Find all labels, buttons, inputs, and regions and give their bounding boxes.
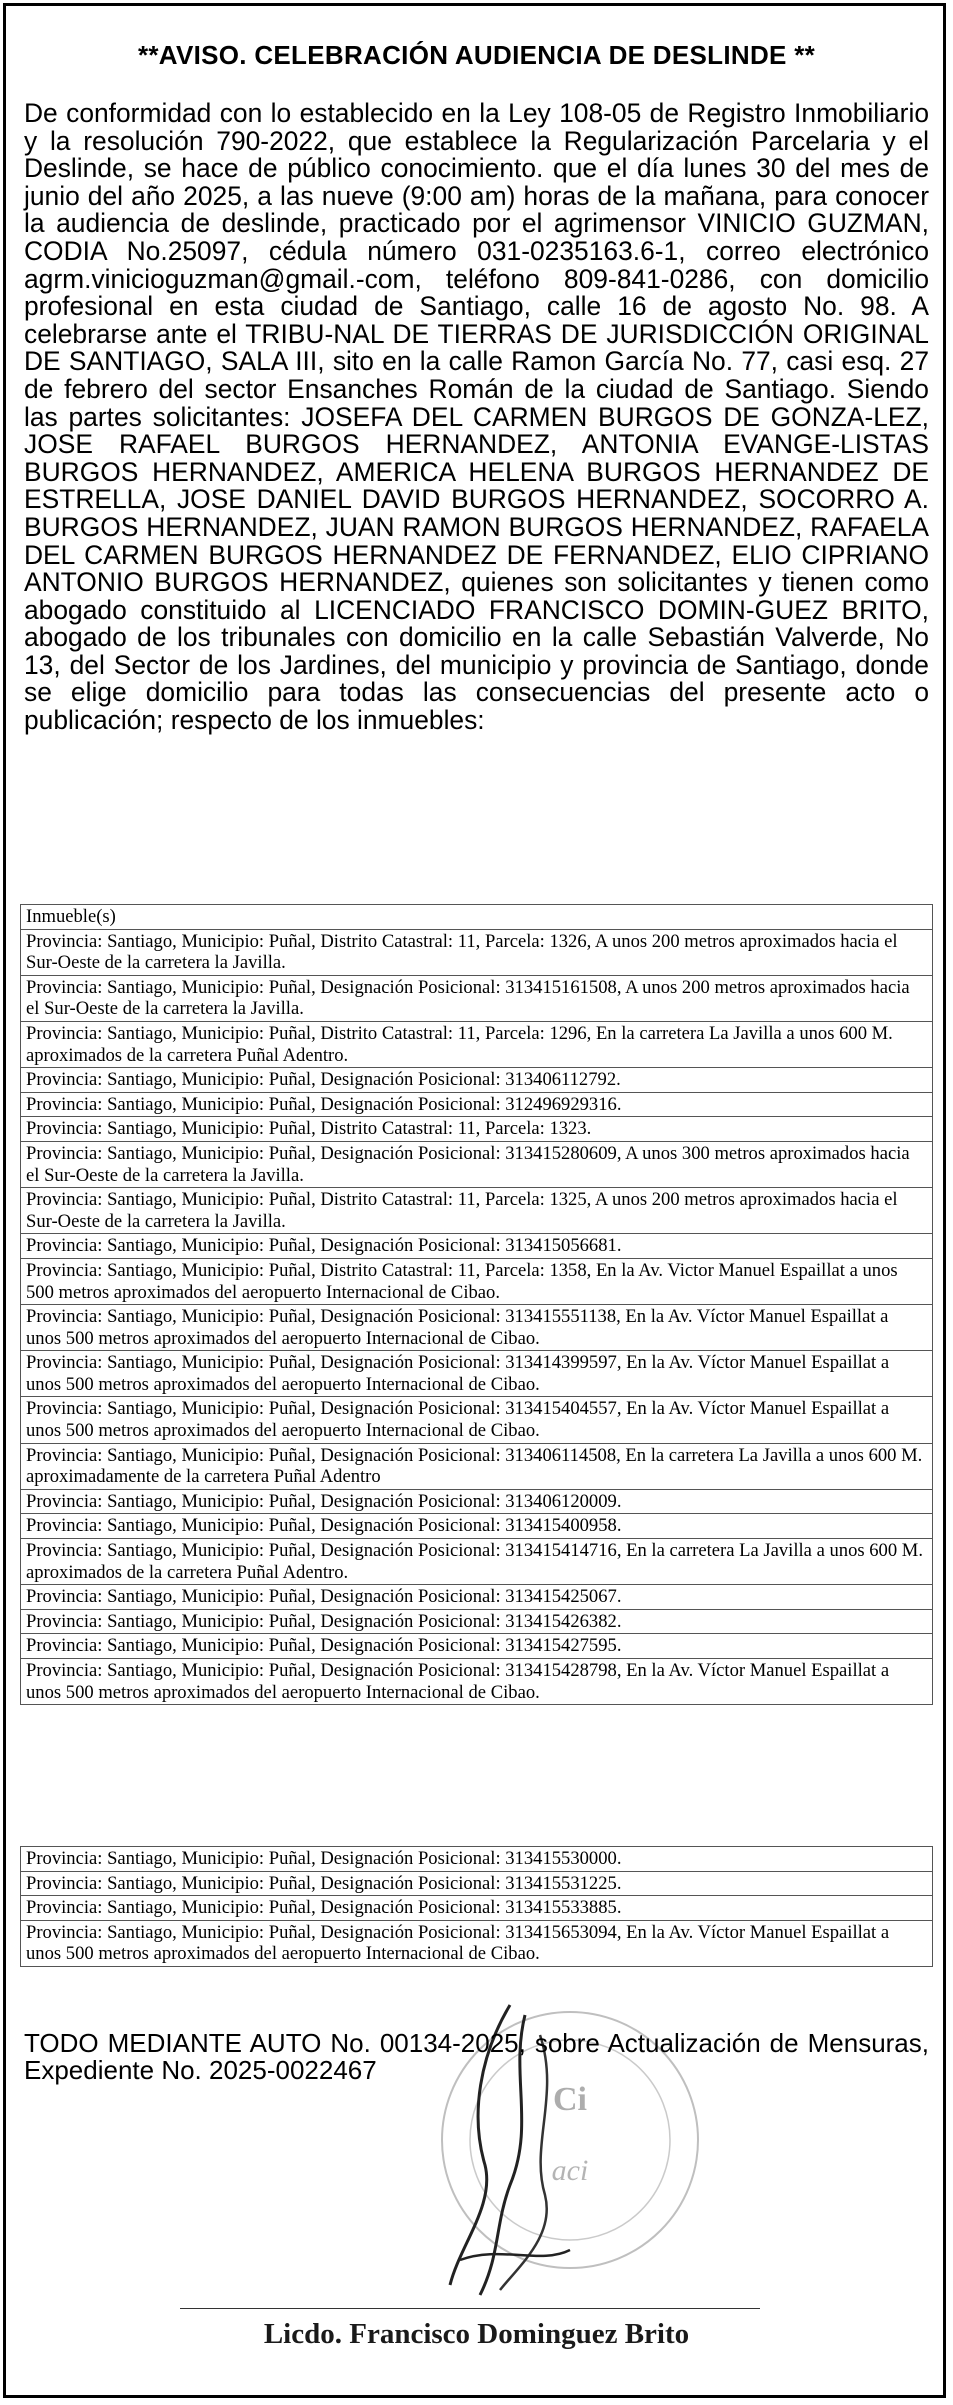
table-cell: Provincia: Santiago, Municipio: Puñal, Distrito Catastral: 11, Parcela: 1296, En la carretera La Javilla a unos 600 M. aproximados de la carretera Puñal Adentro.	[21, 1021, 933, 1067]
table-cell: Provincia: Santiago, Municipio: Puñal, Distrito Catastral: 11, Parcela: 1325, A unos 200 metros aproximados hacia el Sur-Oeste de la carretera la Javilla.	[21, 1188, 933, 1234]
table-cell: Provincia: Santiago, Municipio: Puñal, Designación Posicional: 313415531225.	[21, 1871, 933, 1896]
table-cell: Provincia: Santiago, Municipio: Puñal, Distrito Catastral: 11, Parcela: 1358, En la Av. Victor Manuel Espaillat a unos 500 metros aproximados del aeropuerto Internacional de Cibao.	[21, 1258, 933, 1304]
notice-title: **AVISO. CELEBRACIÓN AUDIENCIA DE DESLINDE **	[137, 40, 816, 70]
table-cell: Provincia: Santiago, Municipio: Puñal, Designación Posicional: 313415530000.	[21, 1847, 933, 1872]
table-row	[21, 975, 933, 1021]
table-row	[21, 1896, 933, 1921]
table-cell: Provincia: Santiago, Municipio: Puñal, Distrito Catastral: 11, Parcela: 1326, A unos 200 metros aproximados hacia el Sur-Oeste de la carretera la Javilla.	[21, 929, 933, 975]
table-row	[21, 1634, 933, 1659]
table-row	[21, 1871, 933, 1896]
table-row	[21, 1489, 933, 1514]
table-row	[21, 1188, 933, 1234]
table-row	[21, 1539, 933, 1585]
table-row	[21, 1514, 933, 1539]
table-row	[21, 1305, 933, 1351]
table-cell: Provincia: Santiago, Municipio: Puñal, Designación Posicional: 313415400958.	[21, 1514, 933, 1539]
inmuebles-table-continued	[20, 1846, 933, 1967]
table-cell: Provincia: Santiago, Municipio: Puñal, Designación Posicional: 313415056681.	[21, 1234, 933, 1259]
table-cell: Provincia: Santiago, Municipio: Puñal, Designación Posicional: 313415533885.	[21, 1896, 933, 1921]
table-cell: Provincia: Santiago, Municipio: Puñal, Distrito Catastral: 11, Parcela: 1323.	[21, 1117, 933, 1142]
table-cell: Provincia: Santiago, Municipio: Puñal, Designación Posicional: 313415425067.	[21, 1585, 933, 1610]
table-cell: Provincia: Santiago, Municipio: Puñal, Designación Posicional: 313415551138, En la Av. Víctor Manuel Espaillat a unos 500 metros aproximados del aeropuerto Internacional de Cibao.	[21, 1305, 933, 1351]
table-row	[21, 1068, 933, 1093]
table-row	[21, 1609, 933, 1634]
table-row	[21, 1234, 933, 1259]
table-cell: Provincia: Santiago, Municipio: Puñal, Designación Posicional: 313415426382.	[21, 1609, 933, 1634]
table-cell: Provincia: Santiago, Municipio: Puñal, Designación Posicional: 313414399597, En la Av. Víctor Manuel Espaillat a unos 500 metros aproximados del aeropuerto Internacional de Cibao.	[21, 1351, 933, 1397]
table-row	[21, 1397, 933, 1443]
table-row	[21, 1920, 933, 1966]
table-cell: Provincia: Santiago, Municipio: Puñal, Designación Posicional: 313406114508, En la carretera La Javilla a unos 600 M. aproximadamente de la carretera Puñal Adentro	[21, 1443, 933, 1489]
table-header-row	[21, 905, 933, 930]
closing-text: TODO MEDIANTE AUTO No. 00134-2025, sobre Actualización de Mensuras, Expediente No. 2025-0022467	[24, 2028, 929, 2085]
table-row	[21, 1117, 933, 1142]
table-cell: Provincia: Santiago, Municipio: Puñal, Designación Posicional: 313406120009.	[21, 1489, 933, 1514]
notice-body: De conformidad con lo establecido en la Ley 108-05 de Registro Inmobiliario y la resolución 790-2022, que establece la Regularización Parcelaria y el Deslinde, se hace de público conocimiento. que el día lunes 30 del mes de junio del año 2025, a las nueve (9:00 am) horas de la mañana, para conocer la audiencia de deslinde, practicado por el agrimensor VINICIO GUZMAN, CODIA No.25097, cédula número 031-0235163.6-1, correo electrónico agrm.vinicioguzman@gmail.-com, teléfono 809-841-0286, con domicilio profesional en esta ciudad de Santiago, calle 16 de agosto No. 98. A celebrarse ante el TRIBU-NAL DE TIERRAS DE JURISDICCIÓN ORIGINAL DE SANTIAGO, SALA III, sito en la calle Ramon García No. 77, casi esq. 27 de febrero del sector Ensanches Román de la ciudad de Santiago. Siendo las partes solicitantes: JOSEFA DEL CARMEN BURGOS DE GONZA-LEZ, JOSE RAFAEL BURGOS HERNANDEZ, ANTONIA EVANGE-LISTAS BURGOS HERNANDEZ, AMERICA HELENA BURGOS HERNANDEZ DE ESTRELLA, JOSE DANIEL DAVID BURGOS HERNANDEZ, SOCORRO A. BURGOS HERNANDEZ, JUAN RAMON BURGOS HERNANDEZ, RAFAELA DEL CARMEN BURGOS HERNANDEZ DE FERNANDEZ, ELIO CIPRIANO ANTONIO BURGOS HERNANDEZ, quienes son solicitantes y tienen como abogado constituido al LICENCIADO FRANCISCO DOMIN-GUEZ BRITO, abogado de los tribunales con domicilio en la calle Sebastián Valverde, No 13, del Sector de los Jardines, del municipio y provincia de Santiago, donde se elige domicilio para todas las consecuencias del presente acto o publicación; respecto de los inmuebles:	[24, 98, 929, 736]
table-cell: Provincia: Santiago, Municipio: Puñal, Designación Posicional: 313415280609, A unos 300 metros aproximados hacia el Sur-Oeste de la carretera la Javilla.	[21, 1141, 933, 1187]
table-cell: Provincia: Santiago, Municipio: Puñal, Designación Posicional: 313415414716, En la carretera La Javilla a unos 600 M. aproximados de la carretera Puñal Adentro.	[21, 1539, 933, 1585]
table-row	[21, 1847, 933, 1872]
table-cell: Provincia: Santiago, Municipio: Puñal, Designación Posicional: 313415428798, En la Av. Víctor Manuel Espaillat a unos 500 metros aproximados del aeropuerto Internacional de Cibao.	[21, 1659, 933, 1705]
svg-text:aci: aci	[551, 2154, 589, 2187]
svg-text:Ci: Ci	[553, 2081, 587, 2118]
table-row	[21, 1021, 933, 1067]
table-cell: Provincia: Santiago, Municipio: Puñal, Designación Posicional: 313415427595.	[21, 1634, 933, 1659]
table-row	[21, 1258, 933, 1304]
inmuebles-table	[20, 904, 933, 1705]
table-cell: Provincia: Santiago, Municipio: Puñal, Designación Posicional: 312496929316.	[21, 1092, 933, 1117]
table-header-cell: Inmueble(s)	[21, 905, 933, 930]
table-cell: Provincia: Santiago, Municipio: Puñal, Designación Posicional: 313415653094, En la Av. Víctor Manuel Espaillat a unos 500 metros aproximados del aeropuerto Internacional de Cibao.	[21, 1920, 933, 1966]
table-row	[21, 1585, 933, 1610]
table-row	[21, 1351, 933, 1397]
table-cell: Provincia: Santiago, Municipio: Puñal, Designación Posicional: 313415404557, En la Av. Víctor Manuel Espaillat a unos 500 metros aproximados del aeropuerto Internacional de Cibao.	[21, 1397, 933, 1443]
table-row	[21, 1092, 933, 1117]
signature-line	[180, 2308, 760, 2309]
table-row	[21, 929, 933, 975]
signer-name: Licdo. Francisco Dominguez Brito	[263, 2318, 690, 2350]
table-cell: Provincia: Santiago, Municipio: Puñal, Designación Posicional: 313415161508, A unos 200 metros aproximados hacia el Sur-Oeste de la carretera la Javilla.	[21, 975, 933, 1021]
table-row	[21, 1443, 933, 1489]
table-row	[21, 1659, 933, 1705]
table-row	[21, 1141, 933, 1187]
table-cell: Provincia: Santiago, Municipio: Puñal, Designación Posicional: 313406112792.	[21, 1068, 933, 1093]
